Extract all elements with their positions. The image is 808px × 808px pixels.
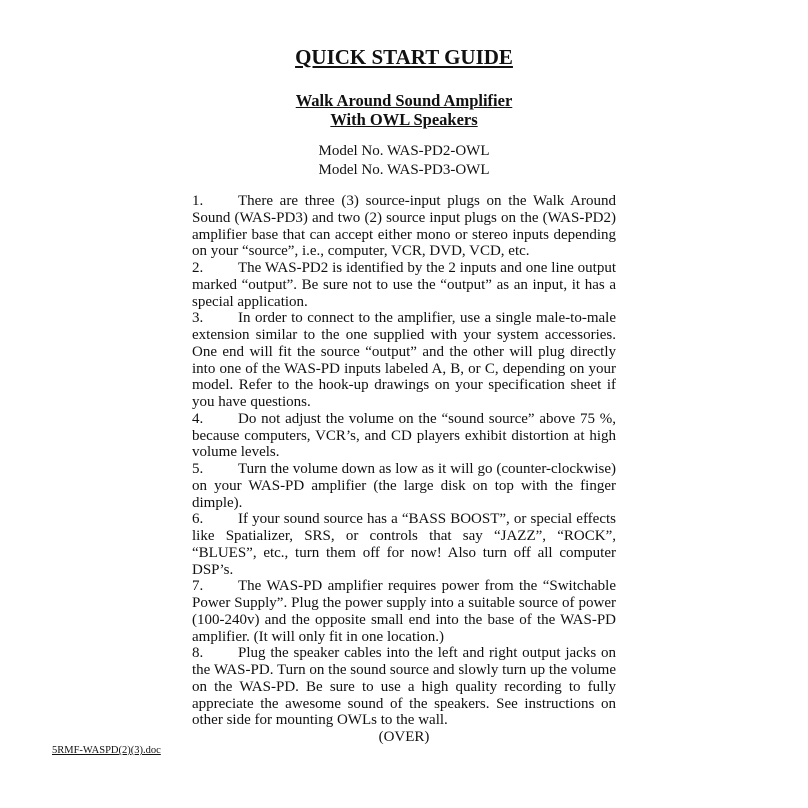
subtitle-line-1: Walk Around Sound Amplifier <box>295 91 513 110</box>
over-label: (OVER) <box>378 729 430 745</box>
instruction-item <box>192 461 616 511</box>
instruction-item <box>192 260 616 310</box>
instruction-item <box>192 310 616 411</box>
model-number-1: Model No. WAS-PD2-OWL <box>318 143 490 159</box>
model-number-2: Model No. WAS-PD3-OWL <box>318 162 490 178</box>
instruction-item <box>192 511 616 578</box>
item-text: There are three (3) source-input plugs on the Walk Around Sound (WAS-PD3) and two (2) source input plugs on the (WAS-PD2) amplifier base that can accept either mono or stereo inputs depending on your “source”, i.e., computer, VCR, DVD, VCD, etc. <box>192 193 616 260</box>
footer-filename: 5RMF-WASPD(2)(3).doc <box>52 745 161 756</box>
item-text: If your sound source has a “BASS BOOST”, or special effects like Spatializer, SRS, or controls that say “JAZZ”, “ROCK”, “BLUES”, etc., turn them off for now! Also turn off all computer DSP’s. <box>192 511 616 578</box>
item-text: Turn the volume down as low as it will go (counter-clockwise) on your WAS-PD amplifier (the large disk on top with the finger dimple). <box>192 461 616 511</box>
item-number: 5. <box>192 461 204 477</box>
instruction-item <box>192 193 616 260</box>
item-text: Plug the speaker cables into the left and right output jacks on the WAS-PD. Turn on the sound source and slowly turn up the volume on the WAS-PD. Be sure to use a high quality recording to fully appreciate the awesome sound of the speakers. See instructions on other side for mounting OWLs to the wall. <box>192 645 616 729</box>
model-numbers <box>0 142 808 180</box>
document-title: QUICK START GUIDE <box>295 45 513 69</box>
item-number: 8. <box>192 645 204 662</box>
item-text: The WAS-PD2 is identified by the 2 inputs and one line output marked “output”. Be sure not to use the “output” as an input, it has a special application. <box>192 260 616 310</box>
item-number: 6. <box>192 511 204 528</box>
item-number: 3. <box>192 310 204 327</box>
instruction-item <box>192 645 616 729</box>
instruction-item <box>192 411 616 461</box>
instruction-list <box>192 193 616 729</box>
item-text: Do not adjust the volume on the “sound source” above 75 %, because computers, VCR’s, and CD players exhibit distortion at high volume levels. <box>192 410 616 461</box>
item-text: In order to connect to the amplifier, use a single male-to-male extension similar to the one supplied with your system accessories. One end will fit the source “output” and the other will plug directly into one of the WAS-PD inputs labeled A, B, or C, depending on your model. Refer to the hook-up drawings on your specification sheet if you have questions. <box>192 310 616 410</box>
subtitle-line-2: With OWL Speakers <box>330 110 478 129</box>
item-number: 2. <box>192 260 204 276</box>
item-number: 4. <box>192 410 204 427</box>
item-number: 1. <box>192 193 204 209</box>
instruction-item <box>192 578 616 645</box>
item-number: 7. <box>192 578 204 595</box>
item-text: The WAS-PD amplifier requires power from the “Switchable Power Supply”. Plug the power supply into a suitable source of power (100-240v) and the opposite small end into the base of the WAS-PD amplifier. (It will only fit in one location.) <box>192 578 616 645</box>
document-subtitle <box>0 91 808 129</box>
